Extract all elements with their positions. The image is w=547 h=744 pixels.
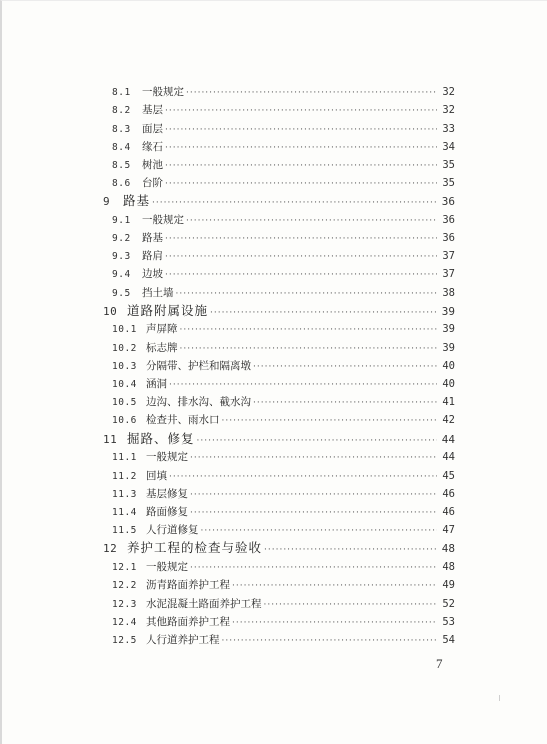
toc-entry-title: 路基: [123, 193, 151, 208]
toc-entry-number: 12.4: [112, 617, 137, 628]
toc-entry-number: 10.5: [112, 397, 137, 408]
toc-entry-title: 路基: [142, 232, 163, 244]
toc-leader-dots: [167, 468, 437, 486]
toc-entry[interactable]: [112, 156, 455, 174]
toc-entry-title: 台阶: [142, 177, 163, 189]
toc-entry-page: 32: [442, 104, 455, 116]
toc-entry-title: 路肩: [142, 250, 163, 262]
toc-entry-page: 48: [442, 561, 455, 573]
toc-leader-dots: [230, 614, 437, 632]
toc-entry-number: 8.2: [112, 105, 131, 116]
toc-entry-page: 44: [442, 451, 455, 463]
toc-entry-title: 树池: [142, 159, 163, 171]
toc-entry-number: 8.3: [112, 124, 131, 135]
toc-entry-page: 46: [442, 506, 455, 518]
toc-leader-dots: [188, 449, 437, 467]
toc-entry-title: 其他路面养护工程: [146, 616, 230, 628]
toc-entry-page: 49: [442, 579, 455, 591]
toc-leader-dots: [184, 84, 437, 102]
toc-entry[interactable]: [112, 229, 455, 247]
toc-entry[interactable]: [112, 375, 455, 393]
toc-entry-title: 标志牌: [146, 342, 178, 354]
toc-entry[interactable]: [112, 448, 455, 466]
toc-entry-title: 掘路、修复: [127, 431, 195, 446]
toc-leader-dots: [178, 340, 438, 358]
toc-entry-page: 32: [442, 86, 455, 98]
toc-entry-page: 45: [442, 470, 455, 482]
toc-entry[interactable]: [112, 558, 455, 576]
toc-leader-dots: [220, 412, 438, 430]
toc-entry-page: 44: [441, 433, 455, 446]
toc-entry-number: 10.1: [112, 324, 137, 335]
toc-entry[interactable]: [112, 83, 455, 101]
toc-entry-number: 10.6: [112, 415, 137, 426]
toc-entry-number: 10.2: [112, 343, 137, 354]
toc-entry-number: 12.5: [112, 635, 137, 646]
toc-entry-title: 道路附属设施: [127, 303, 209, 318]
toc-entry-title: 声屏障: [146, 323, 178, 335]
toc-leader-dots: [199, 522, 438, 540]
toc-entry-page: 54: [442, 634, 455, 646]
toc-leader-dots: [163, 175, 437, 193]
toc-entry-number: 11.3: [112, 489, 137, 500]
toc-entry-number: 9.5: [112, 288, 131, 299]
toc-leader-dots: [188, 559, 437, 577]
toc-leader-dots: [178, 321, 438, 339]
toc-entry-title: 沥青路面养护工程: [146, 579, 230, 591]
toc-entry-title: 挡土墙: [142, 287, 174, 299]
toc-entry[interactable]: [112, 284, 455, 302]
toc-chapter-entry[interactable]: [103, 539, 455, 557]
toc-entry-number: 11.2: [112, 471, 137, 482]
toc-entry-title: 水泥混凝土路面养护工程: [146, 598, 262, 610]
toc-entry-number: 8.6: [112, 178, 131, 189]
toc-chapter-entry[interactable]: [103, 302, 455, 320]
toc-entry[interactable]: [112, 138, 455, 156]
scan-mark: [499, 695, 500, 701]
toc-leader-dots: [188, 504, 437, 522]
toc-entry-title: 基层修复: [146, 488, 188, 500]
toc-leader-dots: [262, 596, 438, 614]
toc-entry-number: 11.5: [112, 525, 137, 536]
toc-entry-title: 一般规定: [146, 561, 188, 573]
toc-entry-number: 8.5: [112, 160, 131, 171]
toc-leader-dots: [163, 139, 437, 157]
toc-leader-dots: [262, 541, 437, 559]
toc-entry-number: 12.1: [112, 562, 137, 573]
toc-entry-page: 33: [442, 123, 455, 135]
toc-entry[interactable]: [112, 247, 455, 265]
toc-entry-number: 11.1: [112, 452, 137, 463]
toc-entry-title: 路面修复: [146, 506, 188, 518]
toc-entry-number: 9.1: [112, 215, 131, 226]
toc-entry-number: 12.2: [112, 580, 137, 591]
toc-entry-page: 36: [441, 195, 455, 208]
toc-entry-page: 35: [442, 177, 455, 189]
toc-entry-title: 一般规定: [146, 451, 188, 463]
toc-entry-title: 基层: [142, 104, 163, 116]
toc-leader-dots: [251, 394, 437, 412]
toc-entry[interactable]: [112, 595, 455, 613]
toc-entry-number: 12: [103, 542, 118, 555]
toc-leader-dots: [163, 230, 437, 248]
toc-entry-page: 37: [442, 250, 455, 262]
toc-entry-page: 40: [442, 378, 455, 390]
toc-entry[interactable]: [112, 521, 455, 539]
toc-entry-page: 34: [442, 141, 455, 153]
page-number: 7: [436, 656, 443, 671]
toc-entry[interactable]: [112, 613, 455, 631]
toc-entry-number: 8.1: [112, 87, 131, 98]
toc-entry-page: 36: [442, 214, 455, 226]
toc-entry-page: 52: [442, 598, 455, 610]
toc-entry-number: 9: [103, 195, 111, 208]
toc-chapter-entry[interactable]: [103, 430, 455, 448]
toc-entry-page: 37: [442, 268, 455, 280]
toc-entry-title: 边沟、排水沟、截水沟: [146, 396, 251, 408]
toc-leader-dots: [167, 376, 437, 394]
toc-entry[interactable]: [112, 265, 455, 283]
toc-entry[interactable]: [112, 485, 455, 503]
toc-entry-number: 10.4: [112, 379, 137, 390]
toc-entry[interactable]: [112, 320, 455, 338]
toc-entry-title: 一般规定: [142, 86, 184, 98]
toc-entry-title: 缘石: [142, 141, 163, 153]
toc-entry[interactable]: [112, 120, 455, 138]
toc-entry-number: 12.3: [112, 599, 137, 610]
toc-entry[interactable]: [112, 393, 455, 411]
toc-leader-dots: [163, 157, 437, 175]
toc-entry[interactable]: [112, 576, 455, 594]
toc-entry-page: 39: [441, 305, 455, 318]
toc-entry-title: 一般规定: [142, 214, 184, 226]
toc-leader-dots: [230, 577, 437, 595]
toc-entry[interactable]: [112, 339, 455, 357]
toc-entry-page: 47: [442, 524, 455, 536]
toc-entry-title: 回填: [146, 470, 167, 482]
toc-entry-title: 分隔带、护栏和隔离墩: [146, 360, 251, 372]
toc-leader-dots: [163, 248, 437, 266]
toc-leader-dots: [251, 358, 437, 376]
toc-entry[interactable]: [112, 631, 455, 649]
toc-leader-dots: [163, 266, 437, 284]
toc-entry-title: 养护工程的检查与验收: [127, 540, 263, 555]
toc-entry-page: 53: [442, 616, 455, 628]
toc-entry-title: 检查井、雨水口: [146, 414, 220, 426]
toc-entry-page: 46: [442, 488, 455, 500]
toc-chapter-entry[interactable]: [103, 192, 455, 210]
toc-entry-page: 48: [441, 542, 455, 555]
toc-entry-number: 11.4: [112, 507, 137, 518]
toc-entry-page: 39: [442, 342, 455, 354]
toc-entry-number: 9.3: [112, 251, 131, 262]
toc-entry-number: 10: [103, 305, 118, 318]
toc-entry-title: 边坡: [142, 268, 163, 280]
toc-entry-number: 9.4: [112, 269, 131, 280]
toc-entry-number: 11: [103, 433, 118, 446]
toc-leader-dots: [163, 121, 437, 139]
toc-entry-page: 42: [442, 414, 455, 426]
toc-entry-page: 40: [442, 360, 455, 372]
toc-entry[interactable]: [112, 357, 455, 375]
toc-leader-dots: [184, 212, 437, 230]
toc-entry-page: 35: [442, 159, 455, 171]
toc-leader-dots: [188, 486, 437, 504]
toc-entry[interactable]: [112, 503, 455, 521]
toc-leader-dots: [163, 102, 437, 120]
toc-entry[interactable]: [112, 174, 455, 192]
toc-entry[interactable]: [112, 411, 455, 429]
toc-entry[interactable]: [112, 211, 455, 229]
toc-entry-title: 人行道修复: [146, 524, 199, 536]
toc-entry-page: 39: [442, 323, 455, 335]
toc-leader-dots: [220, 632, 438, 650]
toc-entry[interactable]: [112, 101, 455, 119]
toc-entry-number: 10.3: [112, 361, 137, 372]
toc-entry-page: 36: [442, 232, 455, 244]
toc-entry-title: 涵洞: [146, 378, 167, 390]
toc-entry-page: 38: [442, 287, 455, 299]
toc-leader-dots: [150, 194, 437, 212]
toc-entry-number: 9.2: [112, 233, 131, 244]
toc-entry-page: 41: [442, 396, 455, 408]
toc-entry[interactable]: [112, 467, 455, 485]
toc-entry-title: 面层: [142, 123, 163, 135]
toc-entry-number: 8.4: [112, 142, 131, 153]
toc-entry-title: 人行道养护工程: [146, 634, 220, 646]
toc-leader-dots: [174, 285, 438, 303]
